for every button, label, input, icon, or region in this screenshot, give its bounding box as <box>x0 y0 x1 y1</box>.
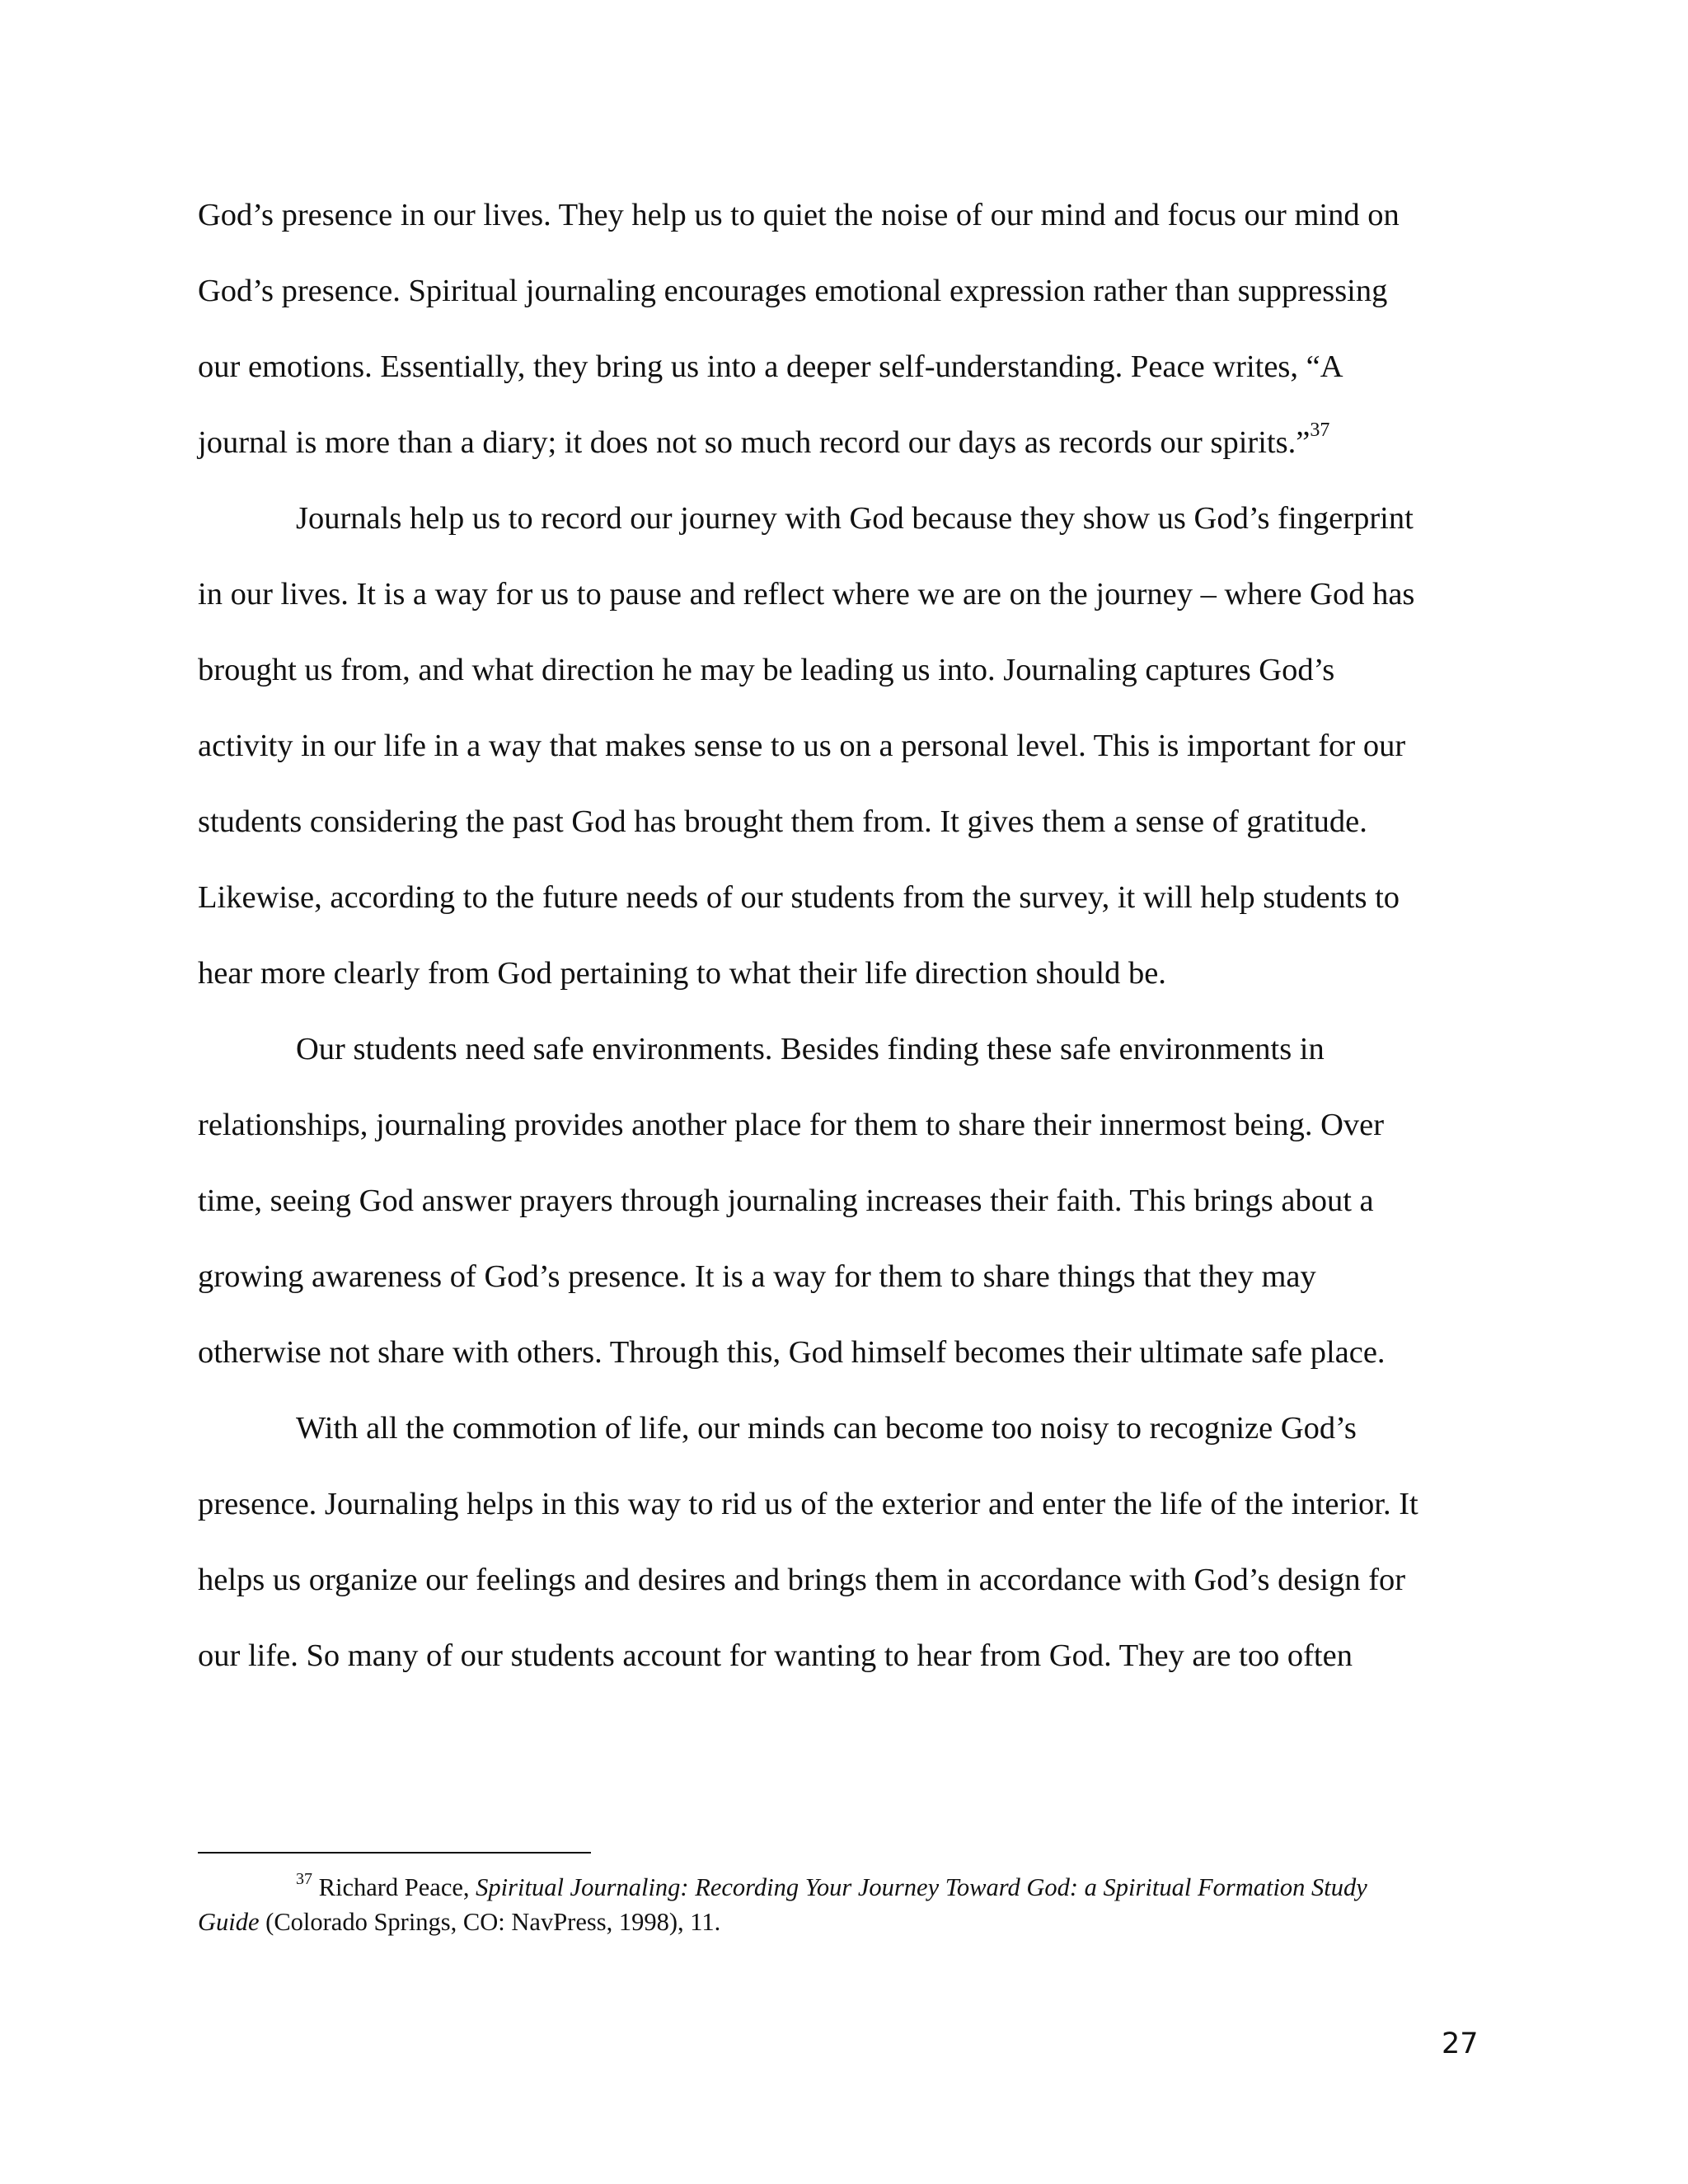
footnote-title: Spiritual Journaling: Recording Your Journey Toward God: a Spiritual Formation Study <box>476 1873 1367 1901</box>
body-line: Likewise, according to the future needs of our students from the survey, it will help students to <box>198 880 1400 915</box>
footnote-line <box>296 1872 1367 1906</box>
footnote-author: Richard Peace, <box>318 1873 470 1901</box>
body-line: Journals help us to record our journey with God because they show us God’s fingerprint <box>296 501 1414 536</box>
body-line: God’s presence in our lives. They help us to quiet the noise of our mind and focus our mind on <box>198 198 1400 232</box>
body-line-text: journal is more than a diary; it does not so much record our days as records our spirits.” <box>198 425 1311 460</box>
body-line: Our students need safe environments. Besides finding these safe environments in <box>296 1032 1325 1066</box>
body-line: students considering the past God has brought them from. It gives them a sense of gratitude. <box>198 804 1367 839</box>
body-line: growing awareness of God’s presence. It is a way for them to share things that they may <box>198 1259 1316 1294</box>
footnote-reference: 37 <box>1310 419 1330 442</box>
body-line: presence. Journaling helps in this way to rid us of the exterior and enter the life of the interior. It <box>198 1487 1418 1521</box>
body-line: time, seeing God answer prayers through journaling increases their faith. This brings about a <box>198 1183 1374 1218</box>
footnote-separator <box>198 1852 591 1854</box>
body-line <box>198 419 1330 462</box>
page-number: 27 <box>1442 2027 1479 2060</box>
body-line: otherwise not share with others. Through this, God himself becomes their ultimate safe place. <box>198 1335 1386 1370</box>
footnote-title-cont: Guide <box>198 1908 260 1936</box>
footnote-publication: (Colorado Springs, CO: NavPress, 1998), 11. <box>265 1908 721 1936</box>
footnote-number: 37 <box>296 1870 312 1888</box>
body-line: helps us organize our feelings and desires and brings them in accordance with God’s design for <box>198 1563 1406 1597</box>
body-line: hear more clearly from God pertaining to what their life direction should be. <box>198 956 1166 991</box>
footnote-line <box>198 1906 720 1938</box>
body-line: activity in our life in a way that makes sense to us on a personal level. This is important for our <box>198 729 1406 763</box>
body-line: our emotions. Essentially, they bring us into a deeper self-understanding. Peace writes, “A <box>198 349 1343 384</box>
body-line: in our lives. It is a way for us to pause and reflect where we are on the journey – where God has <box>198 577 1415 612</box>
body-line: relationships, journaling provides another place for them to share their innermost being. Over <box>198 1108 1385 1142</box>
body-line: brought us from, and what direction he may be leading us into. Journaling captures God’s <box>198 653 1335 687</box>
body-line: God’s presence. Spiritual journaling encourages emotional expression rather than suppressing <box>198 274 1388 308</box>
body-line: With all the commotion of life, our minds can become too noisy to recognize God’s <box>296 1411 1357 1446</box>
body-line: our life. So many of our students account for wanting to hear from God. They are too often <box>198 1638 1353 1673</box>
